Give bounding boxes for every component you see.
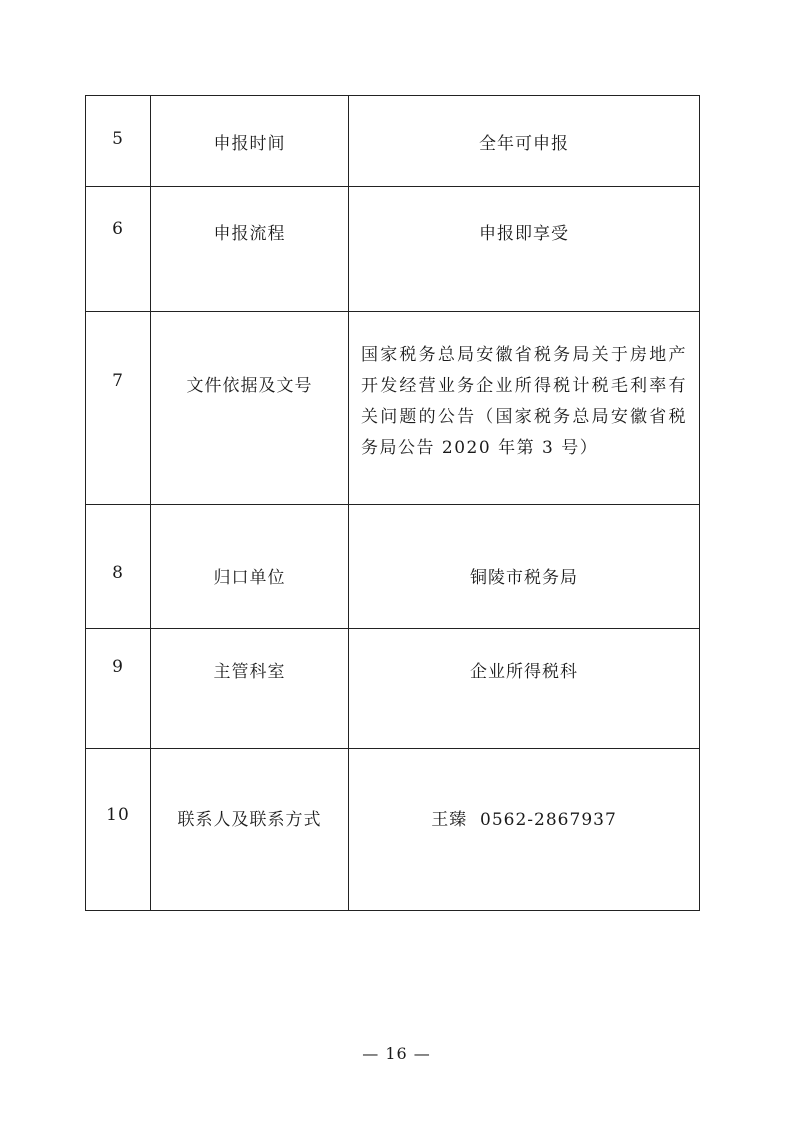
item-value-cell: 王臻 0562-2867937 xyxy=(349,749,700,911)
row-number-cell: 8 xyxy=(86,505,151,629)
item-name-cell: 归口单位 xyxy=(151,505,349,629)
item-name-cell: 文件依据及文号 xyxy=(151,312,349,505)
row-number-cell: 5 xyxy=(86,96,151,187)
table-row xyxy=(86,749,700,911)
item-name-cell: 申报时间 xyxy=(151,96,349,187)
item-value-cell: 企业所得税科 xyxy=(349,629,700,749)
row-number-cell: 9 xyxy=(86,629,151,749)
row-number-cell: 7 xyxy=(86,312,151,505)
table-row xyxy=(86,312,700,505)
row-number-cell: 10 xyxy=(86,749,151,911)
item-name-cell: 联系人及联系方式 xyxy=(151,749,349,911)
table-row xyxy=(86,629,700,749)
item-value-cell: 全年可申报 xyxy=(349,96,700,187)
table-row xyxy=(86,505,700,629)
table-row xyxy=(86,187,700,312)
row-number-cell: 6 xyxy=(86,187,151,312)
table-row xyxy=(86,96,700,187)
policy-info-table xyxy=(85,95,700,911)
item-value-cell: 申报即享受 xyxy=(349,187,700,312)
item-name-cell: 主管科室 xyxy=(151,629,349,749)
item-value-cell: 铜陵市税务局 xyxy=(349,505,700,629)
item-name-cell: 申报流程 xyxy=(151,187,349,312)
item-value-cell: 国家税务总局安徽省税务局关于房地产开发经营业务企业所得税计税毛利率有关问题的公告（国家税务总局安徽省税务局公告 2020 年第 3 号） xyxy=(349,312,700,505)
page-number: — 16 — xyxy=(362,1044,431,1063)
